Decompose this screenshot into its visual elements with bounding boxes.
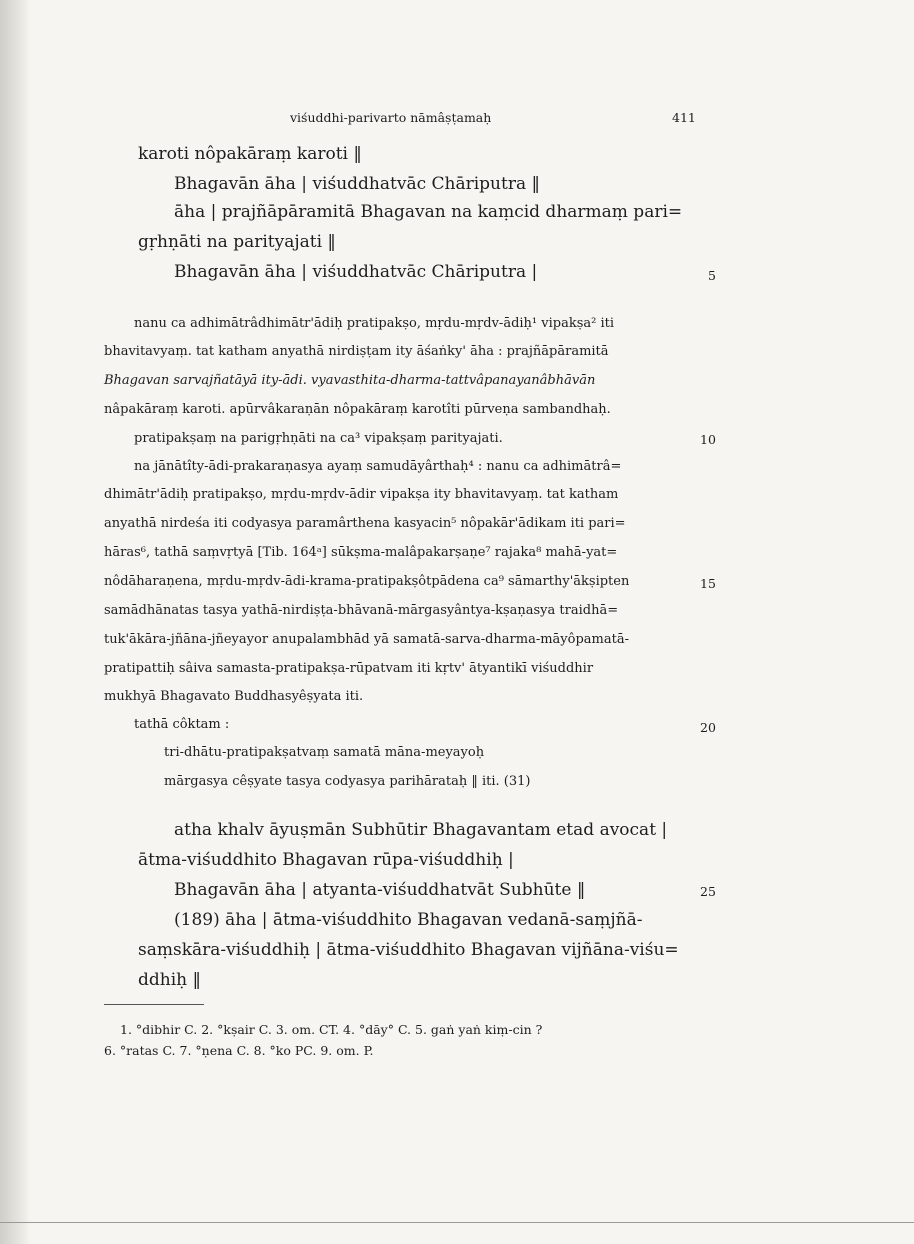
text-line: ātma-viśuddhito Bhagavan rūpa-viśuddhiḥ | (138, 850, 514, 870)
text-line: atha khalv āyuṣmān Subhūtir Bhagavantam etad avocat | (174, 820, 668, 840)
text-line: bhavitavyaṃ. tat katham anyathā nirdiṣṭam ity āśaṅky' āha : prajñāpāramitā (104, 344, 609, 359)
book-gutter-shadow (0, 0, 30, 1244)
text-line: hāras⁶, tathā saṃvṛtyā [Tib. 164ᵃ] sūkṣma-malâpakarṣaṇe⁷ rajaka⁸ mahā-yat= (104, 545, 618, 560)
verse-line: tri-dhātu-pratipakṣatvaṃ samatā māna-meyayoḥ (164, 745, 485, 760)
text-line: samādhānatas tasya yathā-nirdiṣṭa-bhāvanā-mārgasyântya-kṣaṇasya traidhā= (104, 603, 619, 618)
text-line: tathā côktam : (134, 717, 230, 732)
verse-line: mārgasya cêṣyate tasya codyasya parihārataḥ ‖ iti. (31) (164, 774, 531, 789)
line-number: 5 (708, 268, 716, 283)
text-line: (189) āha | ātma-viśuddhito Bhagavan vedanā-saṃjñā- (174, 910, 643, 930)
text-line: tuk'ākāra-jñāna-jñeyayor anupalambhād yā samatā-sarva-dharma-māyôpamatā- (104, 632, 629, 647)
text-line: gṛhṇāti na parityajati ‖ (138, 232, 336, 252)
text-line: ddhiḥ ‖ (138, 970, 202, 990)
footnote-line: 6. °ratas C. 7. °ṇena C. 8. °ko PC. 9. om. P. (104, 1043, 374, 1058)
text-line: pratipakṣaṃ na parigṛhṇāti na ca³ vipakṣaṃ parityajati. (134, 431, 503, 446)
text-line: Bhagavān āha | atyanta-viśuddhatvāt Subhūte ‖ (174, 880, 586, 900)
running-title: viśuddhi-parivarto nāmâṣṭamaḥ (290, 110, 492, 125)
text-line: anyathā nirdeśa iti codyasya paramârthena kasyacin⁵ nôpakār'ādikam iti pari= (104, 516, 626, 531)
line-number: 15 (700, 576, 716, 591)
text-line: nâpakāraṃ karoti. apūrvâkaraṇān nôpakāraṃ karotîti pūrveṇa sambandhaḥ. (104, 402, 611, 417)
text-line: nanu ca adhimātrâdhimātr'ādiḥ pratipakṣo, mṛdu-mṛdv-ādiḥ¹ vipakṣa² iti (134, 316, 615, 331)
text-line: mukhyā Bhagavato Buddhasyêṣyata iti. (104, 689, 364, 704)
text-line: āha | prajñāpāramitā Bhagavan na kaṃcid dharmaṃ pari= (174, 202, 683, 222)
text-line: na jānātîty-ādi-prakaraṇasya ayaṃ samudāyârthaḥ⁴ : nanu ca adhimātrâ= (134, 459, 622, 474)
text-line: pratipattiḥ sâiva samasta-pratipakṣa-rūpatvam iti kṛtv' ātyantikī viśuddhir (104, 661, 594, 676)
footnote-rule (104, 1004, 204, 1005)
text-line: karoti nôpakāraṃ karoti ‖ (138, 144, 362, 164)
text-line: Bhagavan sarvajñatāyā ity-ādi. vyavasthita-dharma-tattvâpanayanâbhāvān (104, 373, 596, 388)
text-line: Bhagavān āha | viśuddhatvāc Chāriputra | (174, 262, 538, 282)
line-number: 20 (700, 720, 716, 735)
line-number: 25 (700, 884, 716, 899)
text-line: nôdāharaṇena, mṛdu-mṛdv-ādi-krama-pratipakṣôtpādena ca⁹ sāmarthy'ākṣipten (104, 574, 630, 589)
text-line: Bhagavān āha | viśuddhatvāc Chāriputra ‖ (174, 174, 540, 194)
page-edge-line (0, 1222, 914, 1223)
text-line: dhimātr'ādiḥ pratipakṣo, mṛdu-mṛdv-ādir vipakṣa ity bhavitavyaṃ. tat katham (104, 487, 619, 502)
text-line: saṃskāra-viśuddhiḥ | ātma-viśuddhito Bhagavan vijñāna-viśu= (138, 940, 679, 960)
footnote-line: 1. °dibhir C. 2. °kṣair C. 3. om. CT. 4. °dāy° C. 5. gaṅ yaṅ kiṃ-cin ? (120, 1022, 543, 1037)
line-number: 10 (700, 432, 716, 447)
page-number: 411 (672, 110, 696, 125)
